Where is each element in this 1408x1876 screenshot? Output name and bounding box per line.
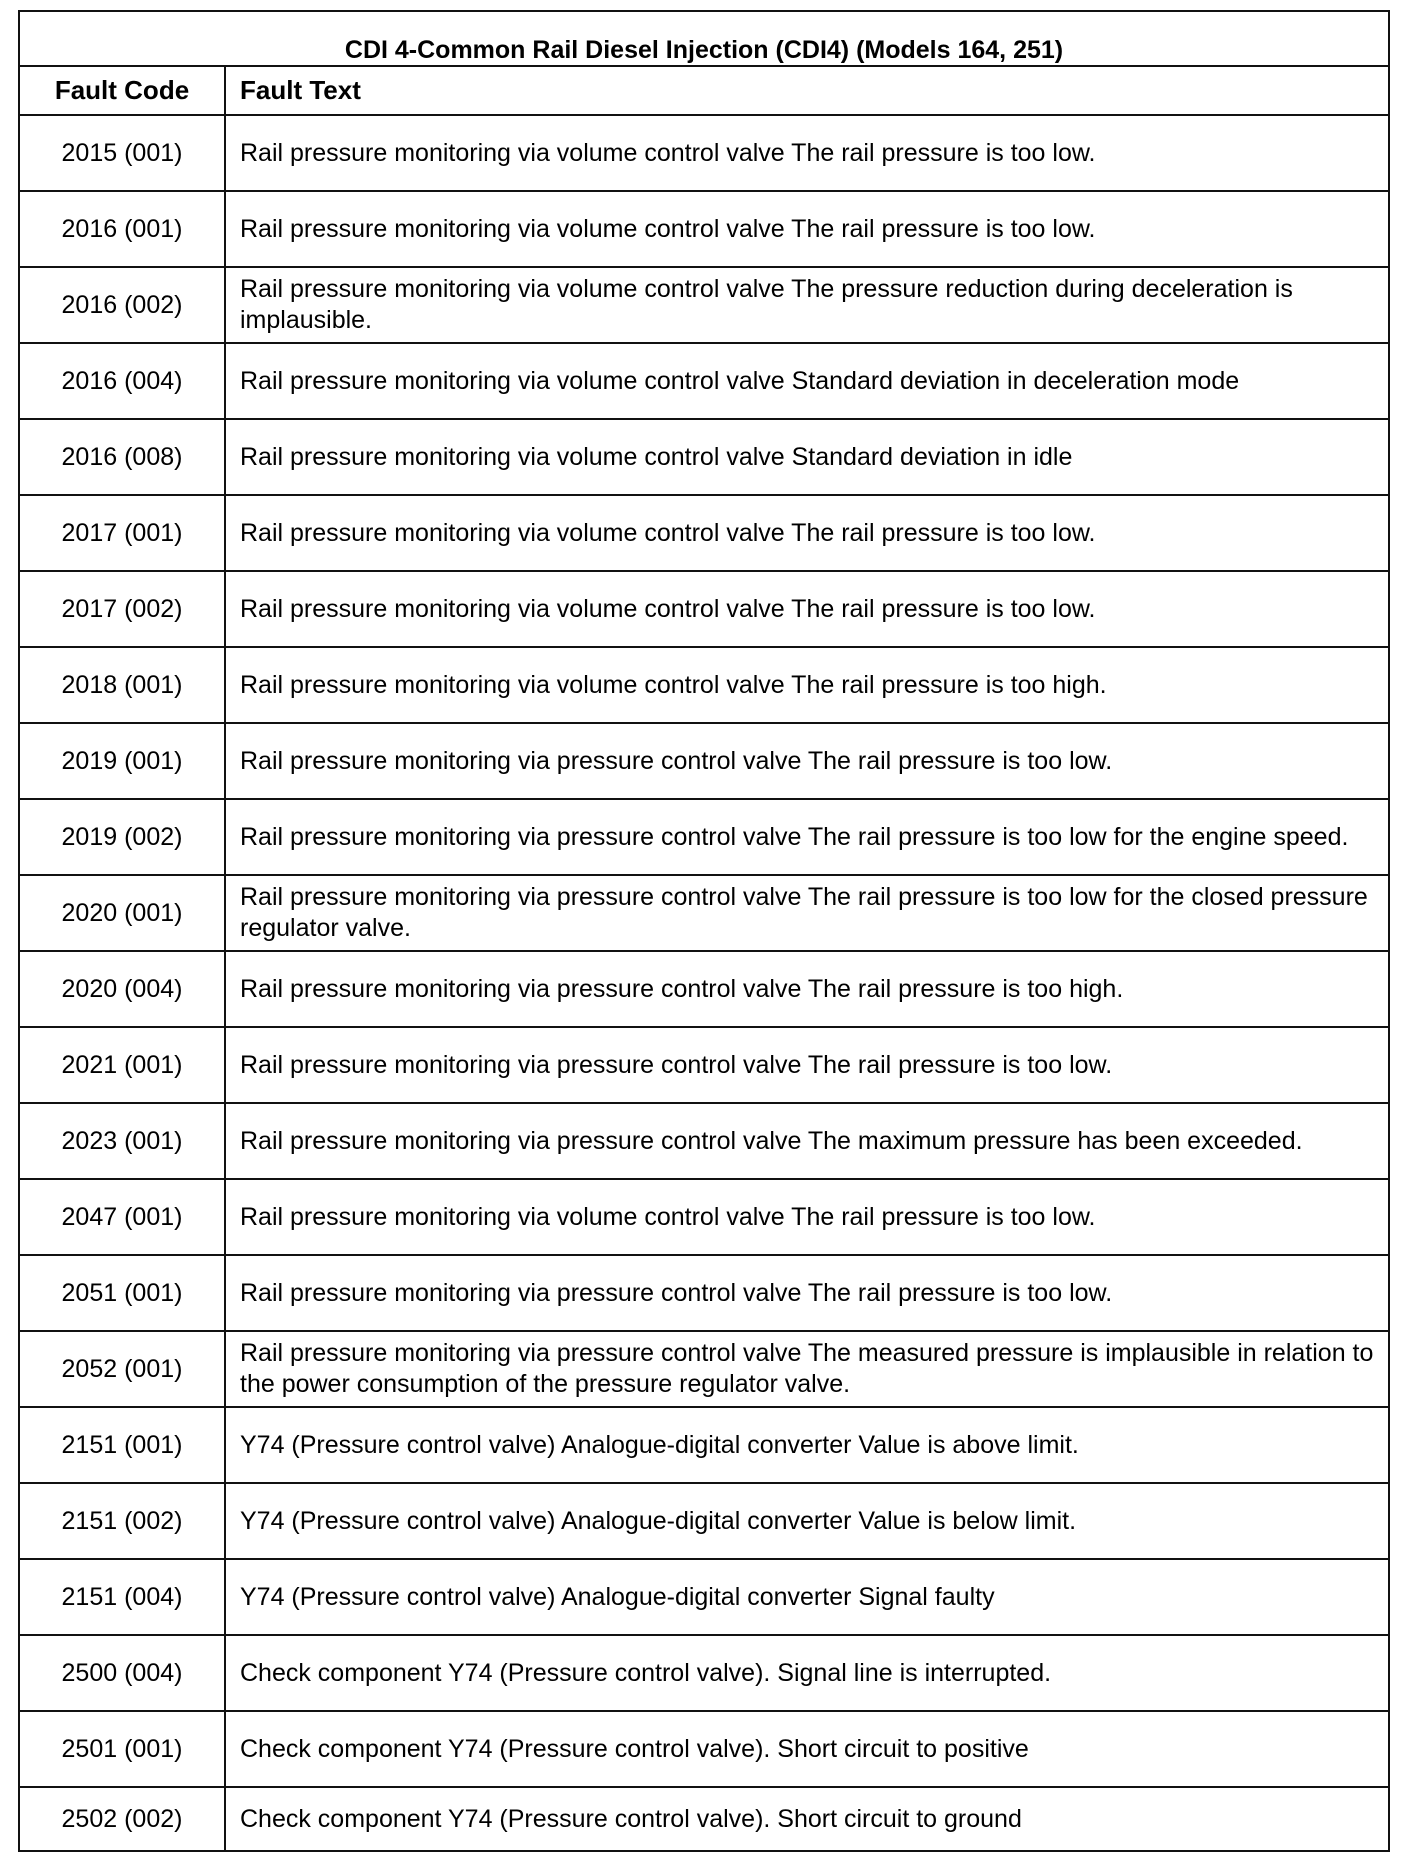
table-row	[19, 723, 1389, 799]
fault-code-cell: 2501 (001)	[19, 1711, 225, 1787]
fault-text-cell: Rail pressure monitoring via pressure control valve The rail pressure is too low for the engine speed.	[225, 799, 1389, 875]
table-row	[19, 1711, 1389, 1787]
fault-code-cell: 2015 (001)	[19, 115, 225, 191]
table-row	[19, 875, 1389, 951]
fault-text-cell: Rail pressure monitoring via volume control valve The rail pressure is too low.	[225, 495, 1389, 571]
fault-text-cell: Rail pressure monitoring via volume control valve The rail pressure is too high.	[225, 647, 1389, 723]
fault-code-cell: 2151 (004)	[19, 1559, 225, 1635]
fault-text-cell: Rail pressure monitoring via volume control valve The pressure reduction during deceleration is implausible.	[225, 267, 1389, 343]
fault-text-cell: Y74 (Pressure control valve) Analogue-digital converter Value is below limit.	[225, 1483, 1389, 1559]
table-row	[19, 1331, 1389, 1407]
table-row	[19, 647, 1389, 723]
fault-text-cell: Rail pressure monitoring via pressure control valve The maximum pressure has been exceeded.	[225, 1103, 1389, 1179]
column-header-fault-text: Fault Text	[225, 66, 1389, 115]
fault-text-cell: Rail pressure monitoring via pressure control valve The rail pressure is too low.	[225, 723, 1389, 799]
fault-text-cell: Rail pressure monitoring via volume control valve The rail pressure is too low.	[225, 1179, 1389, 1255]
table-title: CDI 4-Common Rail Diesel Injection (CDI4) (Models 164, 251)	[19, 11, 1389, 66]
fault-text-cell: Rail pressure monitoring via volume control valve The rail pressure is too low.	[225, 571, 1389, 647]
fault-code-cell: 2500 (004)	[19, 1635, 225, 1711]
fault-code-cell: 2017 (002)	[19, 571, 225, 647]
fault-code-cell: 2016 (008)	[19, 419, 225, 495]
column-header-fault-code: Fault Code	[19, 66, 225, 115]
table-row	[19, 1255, 1389, 1331]
table-body	[19, 115, 1389, 1851]
fault-code-cell: 2016 (001)	[19, 191, 225, 267]
fault-code-cell: 2016 (002)	[19, 267, 225, 343]
fault-text-cell: Rail pressure monitoring via volume control valve Standard deviation in idle	[225, 419, 1389, 495]
table-row	[19, 495, 1389, 571]
fault-text-cell: Rail pressure monitoring via volume control valve The rail pressure is too low.	[225, 191, 1389, 267]
table-row	[19, 343, 1389, 419]
fault-text-cell: Rail pressure monitoring via pressure control valve The rail pressure is too low for the closed pressure regulator valve.	[225, 875, 1389, 951]
fault-text-cell: Check component Y74 (Pressure control valve). Signal line is interrupted.	[225, 1635, 1389, 1711]
fault-code-cell: 2021 (001)	[19, 1027, 225, 1103]
table-row	[19, 1483, 1389, 1559]
fault-code-cell: 2151 (001)	[19, 1407, 225, 1483]
fault-text-cell: Rail pressure monitoring via volume control valve Standard deviation in deceleration mode	[225, 343, 1389, 419]
table-row	[19, 419, 1389, 495]
table-title-row	[19, 11, 1389, 66]
table-row	[19, 1635, 1389, 1711]
fault-code-cell: 2051 (001)	[19, 1255, 225, 1331]
table-row	[19, 1027, 1389, 1103]
document-sheet	[18, 10, 1388, 1852]
fault-code-cell: 2017 (001)	[19, 495, 225, 571]
fault-text-cell: Check component Y74 (Pressure control valve). Short circuit to ground	[225, 1787, 1389, 1851]
fault-code-cell: 2019 (002)	[19, 799, 225, 875]
fault-text-cell: Rail pressure monitoring via pressure control valve The rail pressure is too low.	[225, 1027, 1389, 1103]
fault-code-cell: 2151 (002)	[19, 1483, 225, 1559]
table-row	[19, 115, 1389, 191]
fault-text-cell: Rail pressure monitoring via pressure control valve The rail pressure is too low.	[225, 1255, 1389, 1331]
fault-text-cell: Check component Y74 (Pressure control valve). Short circuit to positive	[225, 1711, 1389, 1787]
fault-code-cell: 2047 (001)	[19, 1179, 225, 1255]
table-row	[19, 1179, 1389, 1255]
fault-code-cell: 2019 (001)	[19, 723, 225, 799]
fault-text-cell: Rail pressure monitoring via pressure control valve The measured pressure is implausible in relation to the power consumption of the pressure regulator valve.	[225, 1331, 1389, 1407]
fault-code-cell: 2016 (004)	[19, 343, 225, 419]
table-header-row	[19, 66, 1389, 115]
fault-text-cell: Y74 (Pressure control valve) Analogue-digital converter Signal faulty	[225, 1559, 1389, 1635]
table-row	[19, 191, 1389, 267]
fault-code-cell: 2502 (002)	[19, 1787, 225, 1851]
table-row	[19, 799, 1389, 875]
table-row	[19, 951, 1389, 1027]
table-row	[19, 1787, 1389, 1851]
table-row	[19, 1407, 1389, 1483]
fault-code-cell: 2018 (001)	[19, 647, 225, 723]
fault-code-table	[18, 10, 1390, 1852]
fault-code-cell: 2020 (001)	[19, 875, 225, 951]
fault-text-cell: Rail pressure monitoring via volume control valve The rail pressure is too low.	[225, 115, 1389, 191]
table-row	[19, 571, 1389, 647]
fault-code-cell: 2023 (001)	[19, 1103, 225, 1179]
fault-text-cell: Y74 (Pressure control valve) Analogue-digital converter Value is above limit.	[225, 1407, 1389, 1483]
fault-code-cell: 2020 (004)	[19, 951, 225, 1027]
table-row	[19, 1559, 1389, 1635]
fault-text-cell: Rail pressure monitoring via pressure control valve The rail pressure is too high.	[225, 951, 1389, 1027]
table-row	[19, 267, 1389, 343]
table-row	[19, 1103, 1389, 1179]
fault-code-cell: 2052 (001)	[19, 1331, 225, 1407]
